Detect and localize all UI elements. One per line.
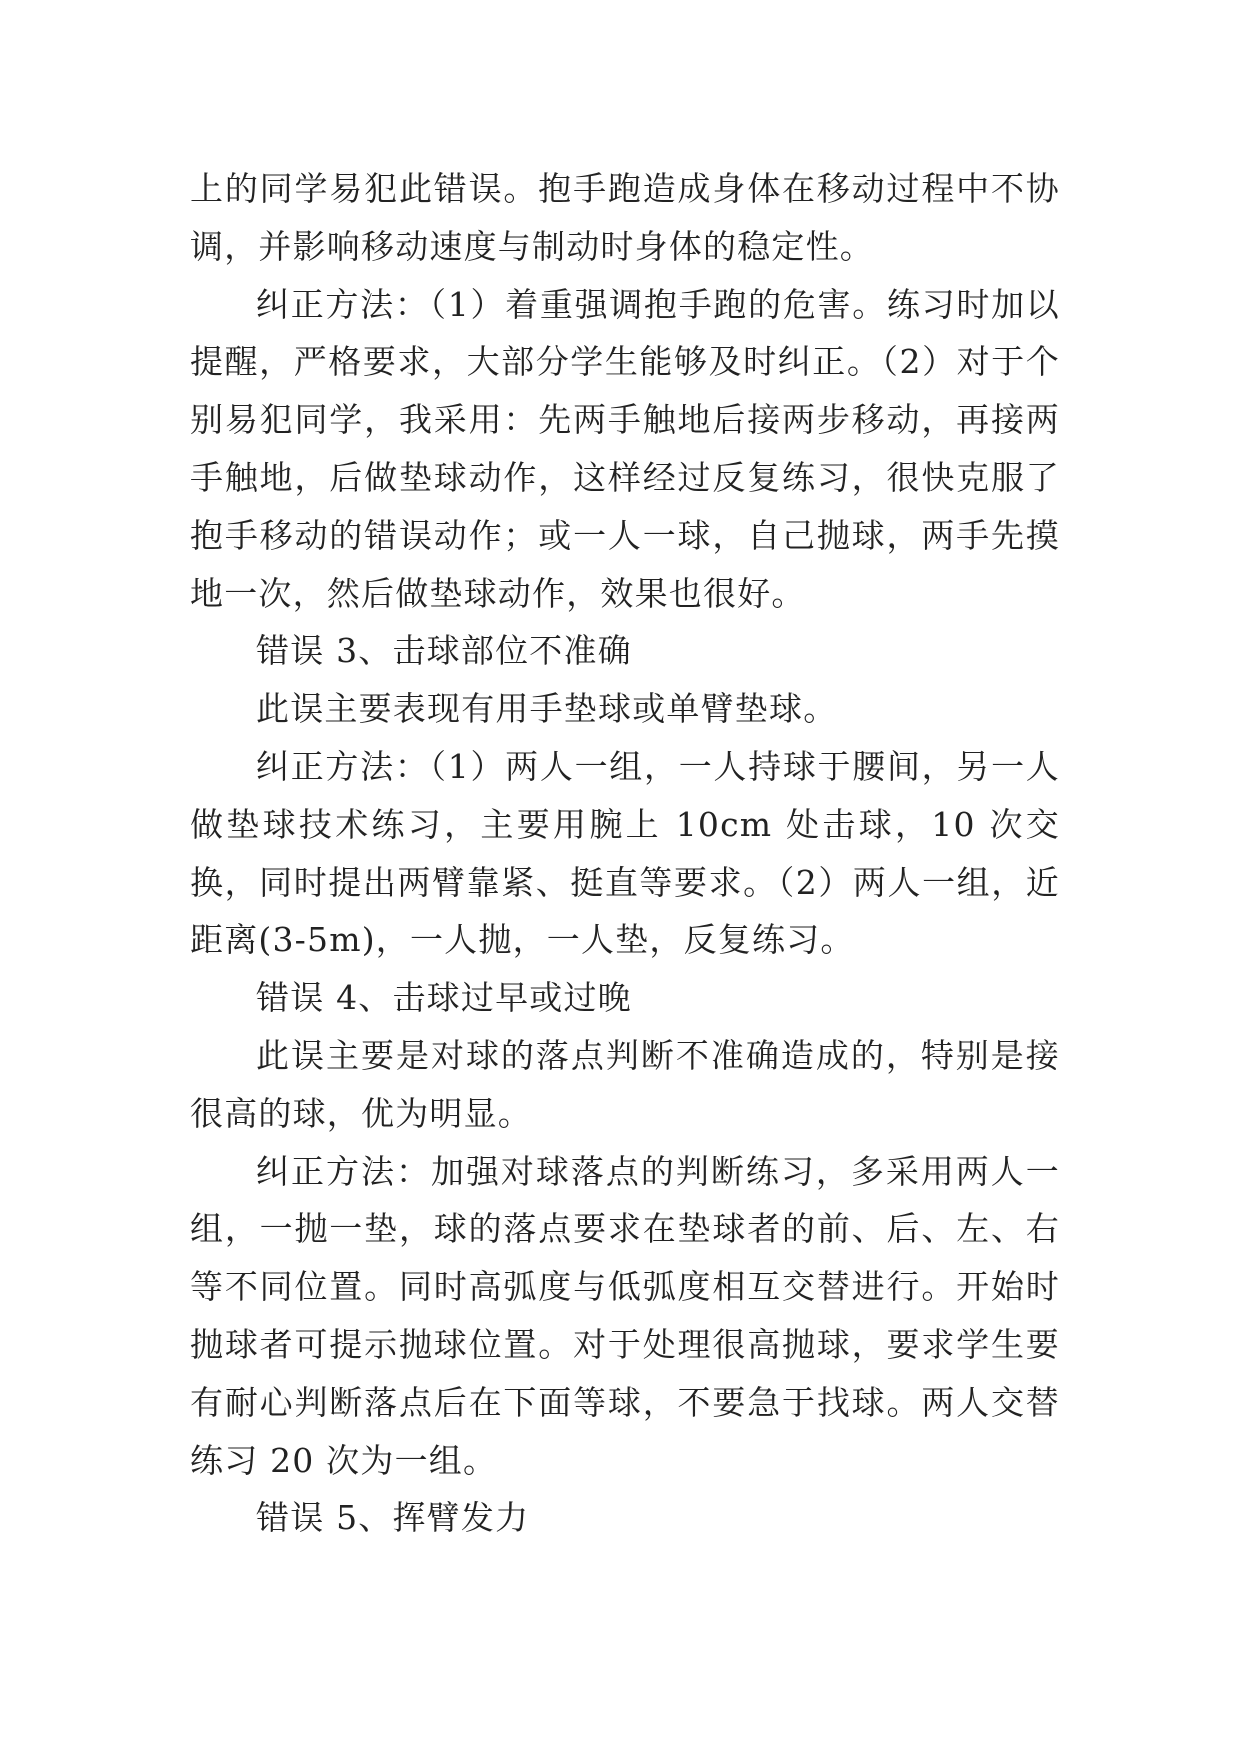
paragraph-correction-method-4: 纠正方法：加强对球落点的判断练习，多采用两人一组，一抛一垫，球的落点要求在垫球者的前、后、左、右等不同位置。同时高弧度与低弧度相互交替进行。开始时抛球者可提示抛球位置。对于处理很高抛球，要求学生要有耐心判断落点后在下面等球，不要急于找球。两人交替练习 20 次为一组。 — [190, 1151, 1060, 1480]
heading-error-3: 错误 3、击球部位不准确 — [256, 631, 632, 671]
heading-error-4: 错误 4、击球过早或过晚 — [256, 978, 632, 1018]
paragraph-error-3-description: 此误主要表现有用手垫球或单臂垫球。 — [256, 689, 838, 729]
paragraph-error-4-description: 此误主要是对球的落点判断不准确造成的，特别是接很高的球，优为明显。 — [190, 1035, 1060, 1133]
paragraph-correction-method-1: 纠正方法：（1）着重强调抱手跑的危害。练习时加以提醒，严格要求，大部分学生能够及时纠正。（2）对于个别易犯同学，我采用：先两手触地后接两步移动，再接两手触地，后做垫球动作，这样经过反复练习，很快克服了抱手移动的错误动作；或一人一球，自己抛球，两手先摸地一次，然后做垫球动作，效果也很好。 — [190, 284, 1060, 613]
heading-error-5: 错误 5、挥臂发力 — [256, 1498, 530, 1538]
document-body — [190, 160, 1060, 1547]
paragraph-correction-method-3: 纠正方法：（1）两人一组，一人持球于腰间，另一人做垫球技术练习，主要用腕上 10cm 处击球，10 次交换，同时提出两臂靠紧、挺直等要求。（2）两人一组，近距离(3-5m)，一人抛，一人垫，反复练习。 — [190, 746, 1060, 960]
paragraph-continuation: 上的同学易犯此错误。抱手跑造成身体在移动过程中不协调，并影响移动速度与制动时身体的稳定性。 — [190, 169, 1060, 266]
